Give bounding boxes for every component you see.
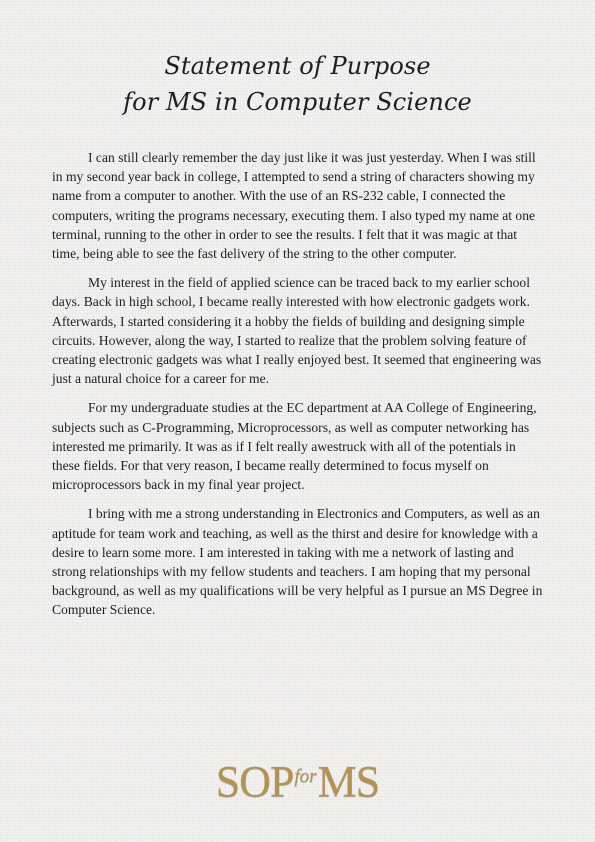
logo-text-sop: SOP	[215, 757, 294, 806]
logo-text-for: for	[294, 766, 317, 787]
document-title-line-1: Statement of Purpose	[164, 52, 431, 80]
document-body	[52, 148, 544, 630]
logo-text-ms: MS	[317, 757, 380, 806]
document-title-line-2: for MS in Computer Science	[123, 88, 472, 116]
paragraph-3: For my undergraduate studies at the EC department at AA College of Engineering, subjects such as C-Programming, Microprocessors, as well as computer networking has interested me primarily. It was as if I felt really awestruck with all of the potentials in these fields. For that very reason, I became really determined to focus myself on microprocessors back in my final year project.	[52, 400, 537, 493]
paragraph-1: I can still clearly remember the day just like it was just yesterday. When I was still in my second year back in college, I attempted to send a string of characters showing my name from a computer to another. With the use of an RS-232 cable, I connected the computers, writing the programs necessary, executing them. I also typed my name at one terminal, running to the other in order to see the results. I felt that it was magic at that time, being able to see the fast delivery of the string to the other computer.	[52, 150, 536, 262]
paragraph-2: My interest in the field of applied science can be traced back to my earlier school days. Back in high school, I became really interested with how electronic gadgets work. Afterwards, I started considering it a hobby the fields of building and designing simple circuits. However, along the way, I started to realize that the problem solving feature of creating electronic gadgets was what I really enjoyed best. It seemed that engineering was just a natural choice for a career for me.	[52, 275, 542, 387]
sopforms-logo	[0, 757, 595, 806]
paragraph-4: I bring with me a strong understanding in Electronics and Computers, as well as an aptitude for team work and teaching, as well as the thirst and desire for knowledge with a desire to learn some more. I am interested in taking with me a network of lasting and strong relationships with my fellow students and teachers. I am hoping that my personal background, as well as my qualifications will be very helpful as I pursue an MS Degree in Computer Science.	[52, 506, 543, 618]
